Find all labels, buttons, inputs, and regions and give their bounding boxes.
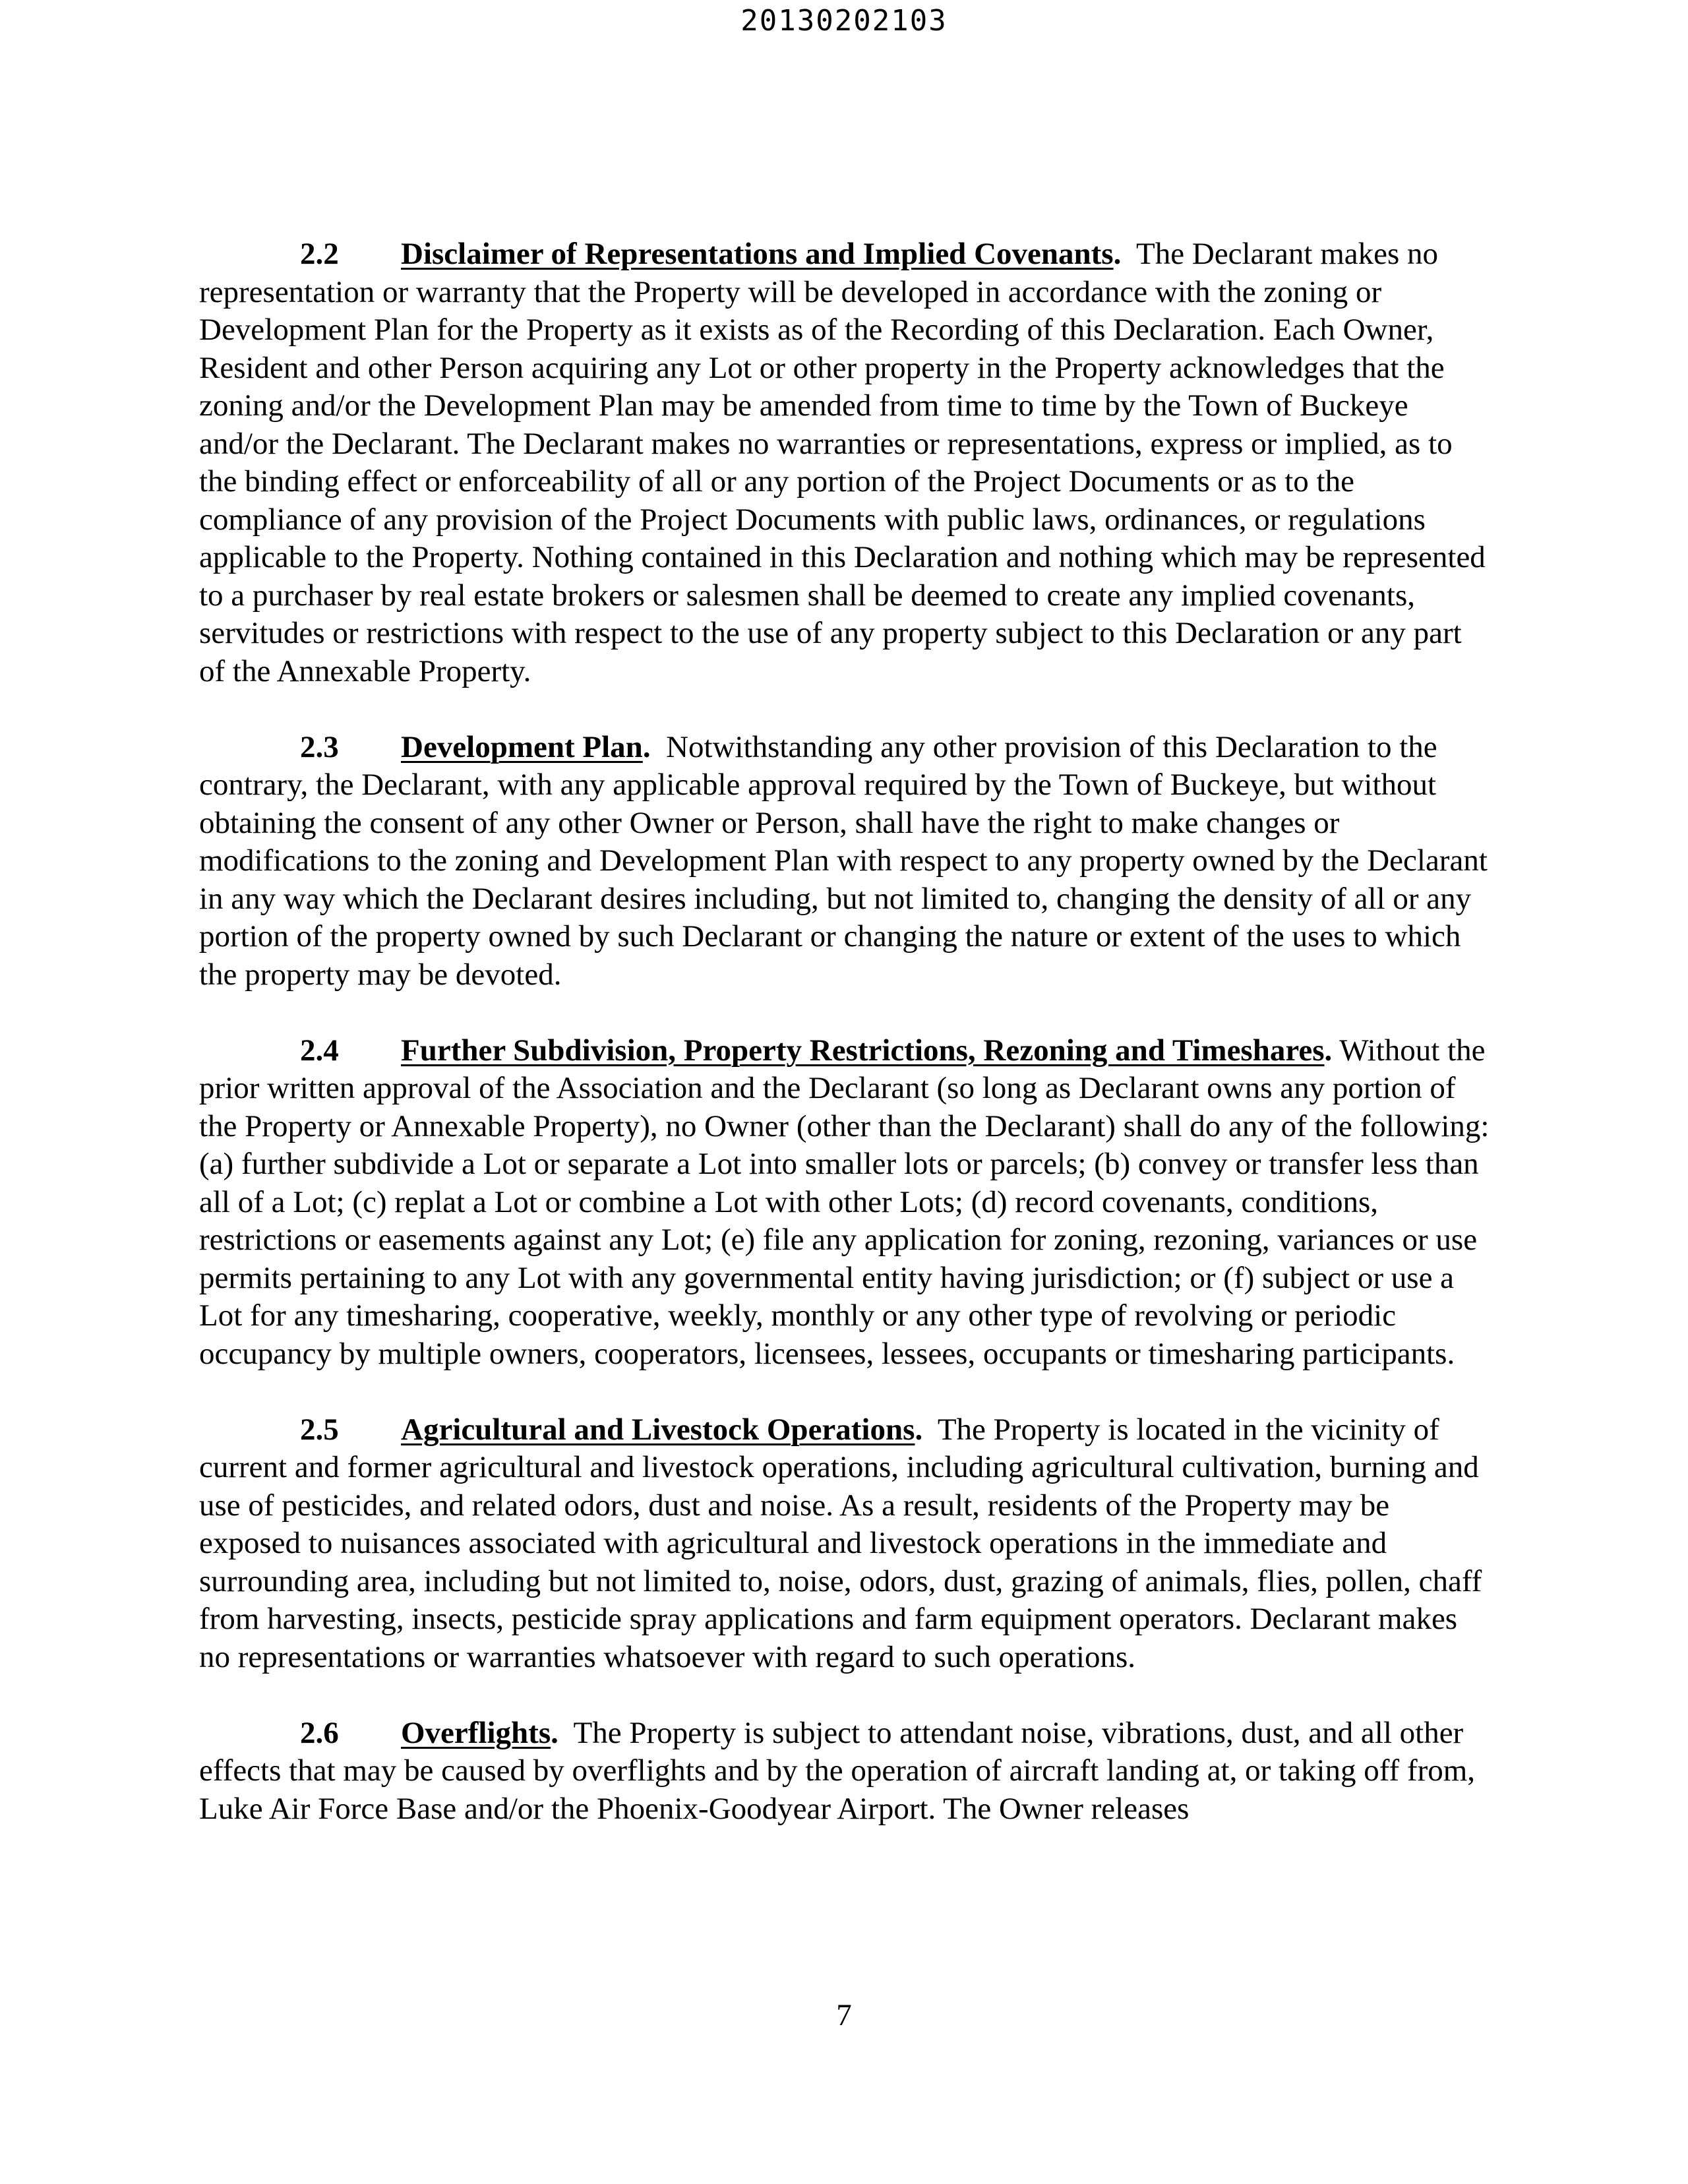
heading-period: . bbox=[551, 1715, 558, 1750]
section-2-4 bbox=[199, 1032, 1493, 1374]
section-number: 2.5 bbox=[300, 1412, 339, 1447]
recording-number: 20130202103 bbox=[740, 4, 948, 38]
section-number: 2.3 bbox=[300, 729, 339, 764]
section-2-3 bbox=[199, 729, 1493, 994]
section-heading: Development Plan bbox=[401, 729, 643, 764]
page-number: 7 bbox=[836, 1998, 852, 2032]
heading-period: . bbox=[642, 729, 651, 764]
section-heading: Overflights bbox=[401, 1715, 551, 1750]
section-heading: Agricultural and Livestock Operations bbox=[401, 1412, 915, 1447]
section-2-5 bbox=[199, 1411, 1493, 1677]
heading-period: . bbox=[915, 1412, 923, 1447]
heading-period: . bbox=[1113, 237, 1122, 271]
document-body bbox=[199, 235, 1493, 1866]
section-number: 2.4 bbox=[300, 1033, 339, 1068]
section-text: The Property is located in the vicinity of current and former agricultural and livestock operations, including agricultural cultivation, burning and use of pesticides, and related odors, dust and noise. As a result, residents of the Property may be exposed to nuisances associated with agricultural and livestock operations in the immediate and surrounding area, including but not limited to, noise, odors, dust, grazing of animals, flies, pollen, chaff from harvesting, insects, pesticide spray applications and farm equipment operators. Declarant makes no representations or warranties whatsoever with regard to such operations. bbox=[199, 1412, 1482, 1674]
section-heading: Disclaimer of Representations and Implied Covenants bbox=[401, 237, 1114, 271]
section-number: 2.6 bbox=[300, 1715, 339, 1750]
section-2-6 bbox=[199, 1714, 1493, 1829]
section-text: The Property is subject to attendant noise, vibrations, dust, and all other effects that may be caused by overflights and by the operation of aircraft landing at, or taking off from, Luke Air Force Base and/or the Phoenix-Goodyear Airport. The Owner releases bbox=[199, 1715, 1476, 1826]
heading-period: . bbox=[1324, 1033, 1333, 1068]
section-2-2 bbox=[199, 235, 1493, 690]
section-number: 2.2 bbox=[300, 237, 339, 271]
section-heading: Further Subdivision, Property Restrictions, Rezoning and Timeshares bbox=[401, 1033, 1325, 1068]
section-text: Notwithstanding any other provision of this Declaration to the contrary, the Declarant, with any applicable approval required by the Town of Buckeye, but without obtaining the consent of any other Owner or Person, shall have the right to make changes or modifications to the zoning and Development Plan with respect to any property owned by the Declarant in any way which the Declarant desires including, but not limited to, changing the density of all or any portion of the property owned by such Declarant or changing the nature or extent of the uses to which the property may be devoted. bbox=[199, 729, 1488, 992]
section-text: The Declarant makes no representation or warranty that the Property will be developed in accordance with the zoning or Development Plan for the Property as it exists as of the Recording of this Declaration. Each Owner, Resident and other Person acquiring any Lot or other property in the Property acknowledges that the zoning and/or the Development Plan may be amended from time to time by the Town of Buckeye and/or the Declarant. The Declarant makes no warranties or representations, express or implied, as to the binding effect or enforceability of all or any portion of the Project Documents or as to the compliance of any provision of the Project Documents with public laws, ordinances, or regulations applicable to the Property. Nothing contained in this Declaration and nothing which may be represented to a purchaser by real estate brokers or salesmen shall be deemed to create any implied covenants, servitudes or restrictions with respect to the use of any property subject to this Declaration or any part of the Annexable Property. bbox=[199, 237, 1486, 688]
section-text: Without the prior written approval of the Association and the Declarant (so long as Declarant owns any portion of the Property or Annexable Property), no Owner (other than the Declarant) shall do any of the following: (a) further subdivide a Lot or separate a Lot into smaller lots or parcels; (b) convey or transfer less than all of a Lot; (c) replat a Lot or combine a Lot with other Lots; (d) record covenants, conditions, restrictions or easements against any Lot; (e) file any application for zoning, rezoning, variances or use permits pertaining to any Lot with any governmental entity having jurisdiction; or (f) subject or use a Lot for any timesharing, cooperative, weekly, monthly or any other type of revolving or periodic occupancy by multiple owners, cooperators, licensees, lessees, occupants or timesharing participants. bbox=[199, 1033, 1490, 1371]
